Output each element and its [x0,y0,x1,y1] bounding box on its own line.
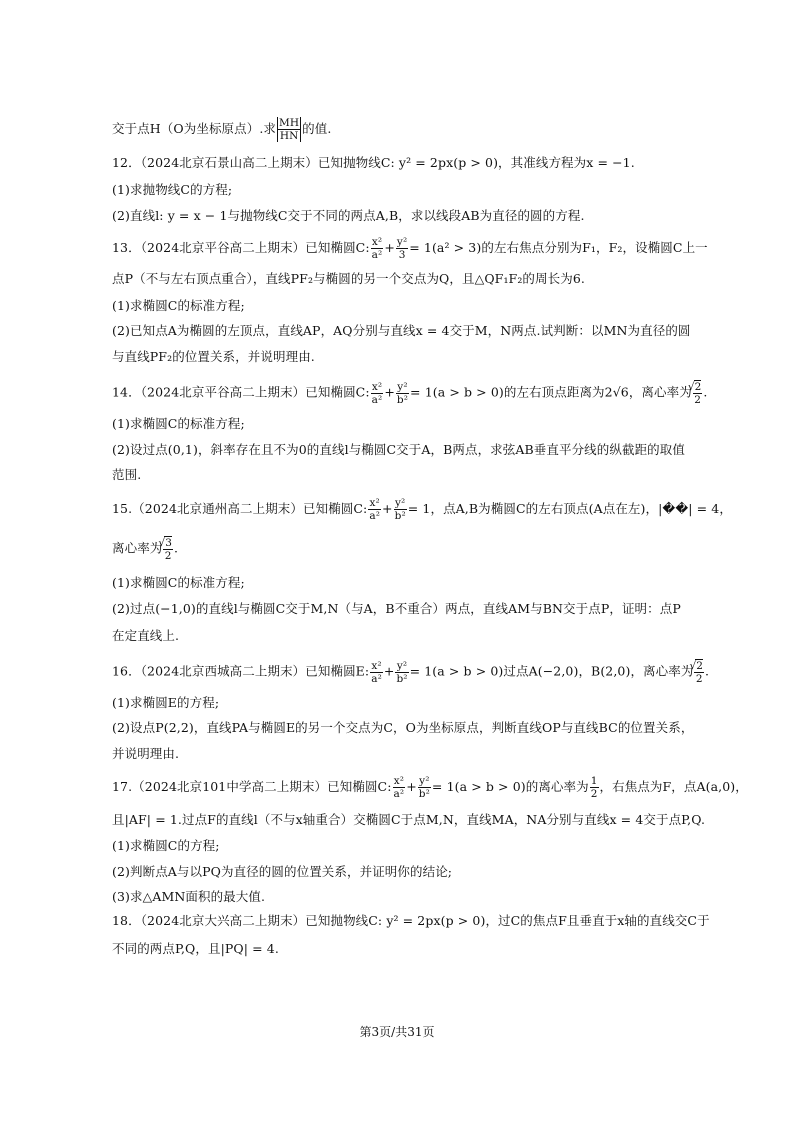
fraction-y2-b2 [395,660,408,685]
fraction-x2-a2 [370,660,383,685]
q15-suffix: = 1，点A,B为椭圆C的左右顶点(A点在左)，|��| = 4， [407,501,732,516]
q15-eccentricity: 离心率为 [112,540,163,556]
denominator: b² [418,788,430,800]
question-14: 14．（2024北京平谷高二上期末）已知椭圆C: $\frac{\text{x²}}{\text{a²}}$ + $\frac{\text{y²}}{\text{b²}}$ = 1(a > b > 0)的左右顶点距离为2√6，离心率为 √ $\frac{2}{2}$ . [112,380,707,406]
q11-tail: 交于点H（O为坐标原点）.求 [112,121,277,136]
question-17-part-1: (1)求椭圆C的方程; [112,838,220,853]
denominator: 2 [694,394,701,406]
numerator: x² [371,659,382,672]
sqrt-2: √ 2 [694,380,702,393]
denominator: a² [371,672,382,685]
denominator: b² [396,672,408,685]
denominator: 2 [590,788,598,800]
question-18: 18．（2024北京大兴高二上期末）已知抛物线C: y² = 2px(p > 0)，过C的焦点F且垂直于x轴的直线交C于 [112,913,710,928]
fraction-mh-hn [277,117,301,142]
fraction-sqrt3-2 [163,536,173,562]
q14-prefix: 14．（2024北京平谷高二上期末）已知椭圆C: [112,384,370,400]
question-15-line-2: 离心率为 √ $\frac{3}{2}$ . [112,536,178,562]
numerator: y² [397,380,408,393]
question-15-part-1: (1)求椭圆C的标准方程; [112,575,245,590]
text-line [112,117,331,142]
question-13-part-2: (2)已知点A为椭圆的左顶点，直线AP，AQ分别与直线x = 4交于M，N两点.试判断：以MN为直径的圆 [112,323,691,338]
fraction-y2-b2 [394,497,407,522]
question-15 [112,497,732,522]
q16-prefix: 16．（2024北京西城高二上期末）已知椭圆E: [112,663,370,679]
numerator: x² [369,497,380,509]
q17-suffix: ，右焦点为F，点A(a,0)， [599,779,748,794]
denominator: 2 [164,550,172,562]
fraction-x2-a2 [371,236,384,261]
q17-prefix: 17.（2024北京101中学高二上期末）已知椭圆C: [112,779,392,794]
q14-suffix: = 1(a > b > 0)的左右顶点距离为2√6，离心率为 [410,384,692,400]
question-17-line-2: 且|AF| = 1.过点F的直线l（不与x轴重合）交椭圆C于点M,N，直线MA，NA分别与直线x = 4交于点P,Q. [112,812,706,827]
numerator: x² [393,775,405,787]
plus-sign: + [383,663,395,679]
plus-sign: + [384,240,395,255]
fraction-x2-a2 [368,497,381,522]
numerator: 1 [590,775,598,787]
question-13-part-2-cont: 与直线PF₂的位置关系，并说明理由. [112,349,315,364]
fraction-x2-a2 [371,381,384,406]
q13-suffix: = 1(a² > 3)的左右焦点分别为F₁，F₂，设椭圆C上一 [409,240,708,255]
question-15-part-2-cont: 在定直线上. [112,628,180,643]
fraction-y2-b2 [396,381,409,406]
fraction-1-2 [590,775,599,800]
question-16: 16．（2024北京西城高二上期末）已知椭圆E: $\frac{\text{x²}}{\text{a²}}$ + $\frac{\text{y²}}{\text{b²}}$ = 1(a > b > 0)过点A(−2,0)，B(2,0)，离心率为 √ $\frac{2}{2}$ . [112,659,709,685]
numerator: y² [395,497,406,509]
sqrt-2: √ 2 [695,659,703,672]
denominator: a² [371,393,383,406]
question-16-part-1: (1)求椭圆E的方程; [112,695,220,710]
question-15-part-2: (2)过点(−1,0)的直线l与椭圆C交于M,N（与A，B不重合）两点，直线AM与BN交于点P，证明：点P [112,601,681,616]
question-18-line-2: 不同的两点P,Q，且|PQ| = 4. [112,941,279,956]
denominator: 3 [398,249,406,261]
fraction-sqrt2-2 [693,380,703,406]
fraction-y2-3 [396,236,408,261]
sqrt-3: √ 3 [164,536,172,549]
plus-sign: + [406,779,417,794]
question-13-line-2: 点P（不与左右顶点重合），直线PF₂与椭圆的另一个交点为Q，且△QF₁F₂的周长为6. [112,271,585,286]
question-14-part-2: (2)设过点(0,1)，斜率存在且不为0的直线l与椭圆C交于A，B两点，求弦AB垂直平分线的纵截距的取值 [112,442,685,457]
denominator: b² [396,393,409,406]
question-17-part-2: (2)判断点A与以PQ为直径的圆的位置关系，并证明你的结论; [112,864,453,879]
question-17 [112,775,748,800]
numerator: x² [371,380,383,393]
numerator: y² [396,236,408,248]
question-13 [112,236,708,261]
question-13-part-1: (1)求椭圆C的标准方程; [112,298,245,313]
q17-middle: = 1(a > b > 0)的离心率为 [431,779,589,794]
question-16-part-2-cont: 并说明理由. [112,746,180,761]
question-17-part-3: (3)求△AMN面积的最大值. [112,889,266,904]
q16-suffix: = 1(a > b > 0)过点A(−2,0)，B(2,0)，离心率为 [409,663,694,679]
plus-sign: + [384,384,395,400]
fraction-y2-b2 [418,775,431,800]
q11-end: 的值. [302,121,332,136]
plus-sign: + [382,501,393,516]
q15-prefix: 15.（2024北京通州高二上期末）已知椭圆C: [112,501,368,516]
q13-prefix: 13．（2024北京平谷高二上期末）已知椭圆C: [112,240,370,255]
numerator: x² [371,236,383,248]
question-12: 12．（2024北京石景山高二上期末）已知抛物线C: y² = 2px(p > 0)，其准线方程为x = −1. [112,155,635,170]
numerator: y² [396,659,408,672]
question-16-part-2: (2)设点P(2,2)，直线PA与椭圆E的另一个交点为C，O为坐标原点，判断直线OP与直线BC的位置关系， [112,720,694,735]
numerator: MH [279,117,300,129]
denominator: a² [369,510,381,522]
denominator: HN [277,130,301,142]
question-14-part-2-cont: 范围. [112,467,142,482]
denominator: b² [394,510,406,522]
fraction-sqrt2-2 [694,659,704,685]
question-12-part-2: (2)直线l: y = x − 1与抛物线C交于不同的两点A,B，求以线段AB为直径的圆的方程. [112,208,585,223]
page-number-footer: 第3页/共31页 [359,1025,435,1039]
fraction-x2-a2 [393,775,406,800]
denominator: 2 [695,673,703,685]
numerator: y² [419,775,430,787]
denominator: a² [393,788,405,800]
question-12-part-1: (1)求抛物线C的方程; [112,182,233,197]
denominator: a² [371,249,383,261]
question-14-part-1: (1)求椭圆C的标准方程; [112,416,245,431]
